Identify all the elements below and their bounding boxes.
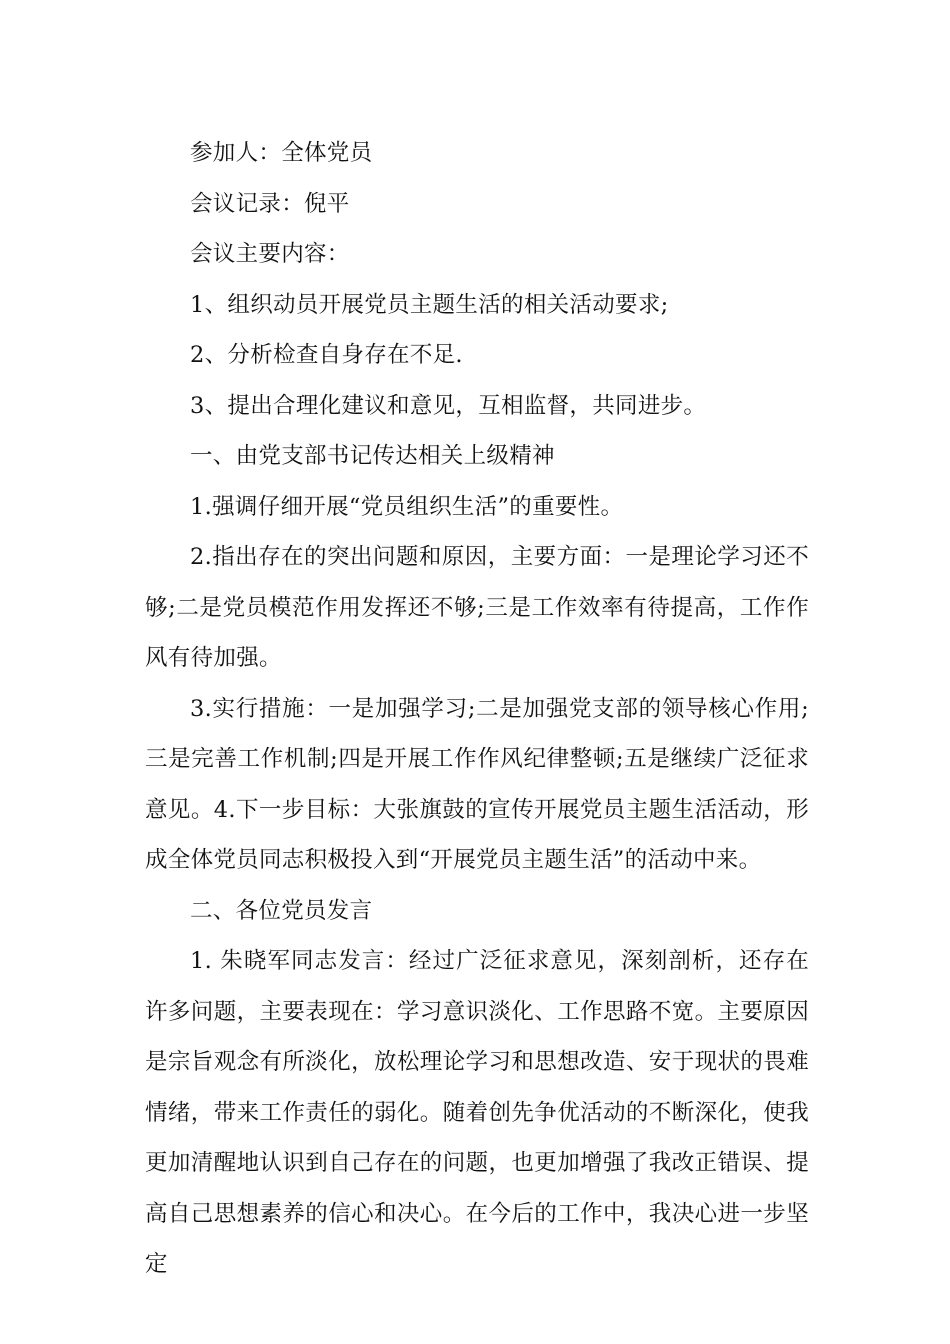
paragraph-speech-1: 1. 朱晓军同志发言：经过广泛征求意见，深刻剖析，还存在许多问题，主要表现在：学习意识淡化、工作思路不宽。主要原因是宗旨观念有所淡化，放松理论学习和思想改造、安于现状的畏难情绪，带来工作责任的弱化。随着创先争优活动的不断深化，使我更加清醒地认识到自己存在的问题，也更加增强了我改正错误、提高自己思想素养的信心和决心。在今后的工作中，我决心进一步坚定	[145, 948, 809, 1277]
document-body	[145, 128, 809, 1290]
paragraph-item-2: 2、分析检查自身存在不足.	[190, 342, 463, 368]
paragraph-main-content-heading: 会议主要内容：	[190, 241, 350, 267]
paragraph-attendees: 参加人：全体党员	[190, 140, 373, 166]
paragraph-item-1: 1、组织动员开展党员主题生活的相关活动要求;	[190, 291, 669, 318]
paragraph-item-3: 3、提出合理化建议和意见，互相监督，共同进步。	[190, 392, 707, 419]
paragraph-point-3: 3.实行措施：一是加强学习;二是加强党支部的领导核心作用;三是完善工作机制;四是开展工作作风纪律整顿;五是继续广泛征求意见。4.下一步目标：大张旗鼓的宣传开展党员主题生活活动，形成全体党员同志积极投入到“开展党员主题生活”的活动中来。	[145, 695, 809, 873]
paragraph-point-1: 1.强调仔细开展“党员组织生活”的重要性。	[190, 493, 624, 520]
section-heading-1: 一、由党支部书记传达相关上级精神	[190, 443, 555, 469]
paragraph-point-2: 2.指出存在的突出问题和原因，主要方面：一是理论学习还不够;二是党员模范作用发挥还不够;三是工作效率有待提高，工作作风有待加强。	[145, 544, 809, 671]
section-heading-2: 二、各位党员发言	[190, 897, 373, 924]
paragraph-recorder: 会议记录：倪平	[190, 190, 350, 217]
